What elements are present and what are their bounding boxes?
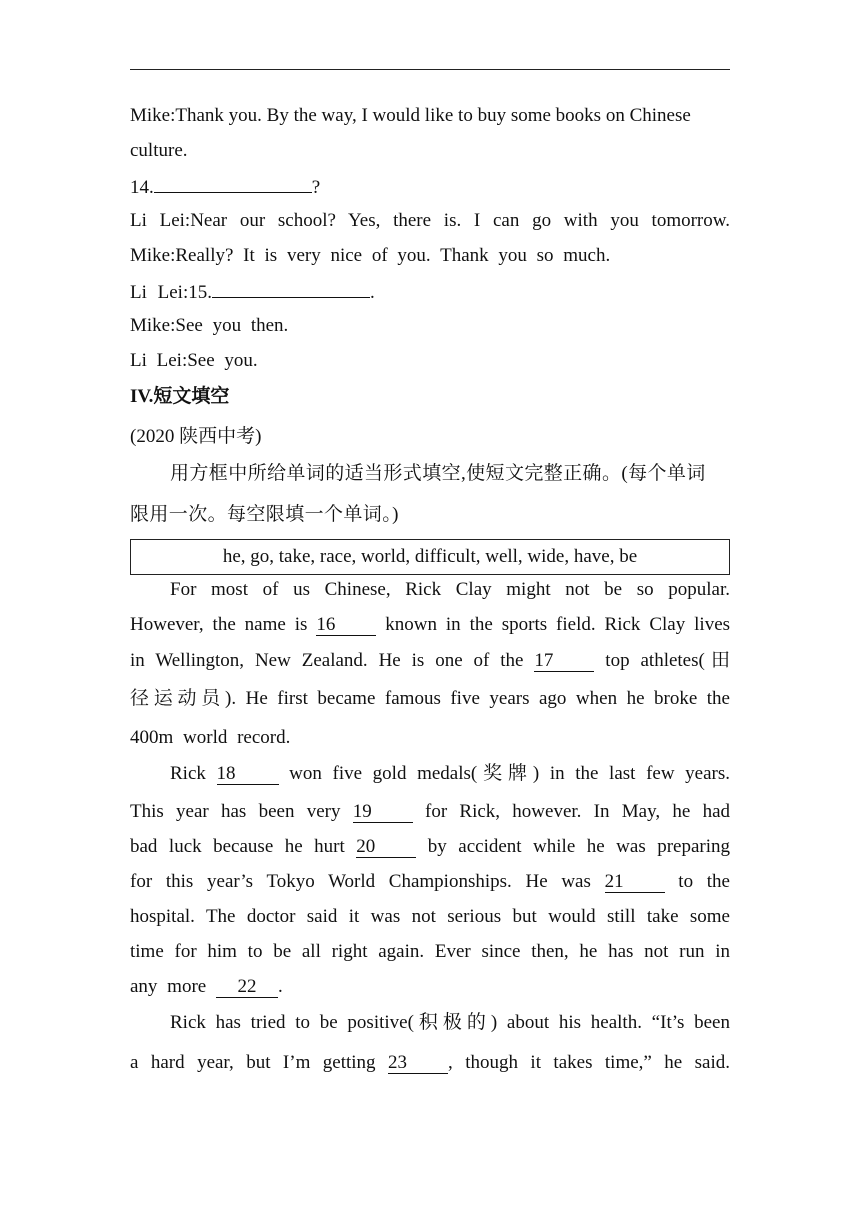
passage-line [130,975,730,999]
passage-line [130,940,730,964]
dialogue-line-lilei-1 [130,209,730,233]
passage-text: , though it takes time,” he said. [448,1052,731,1073]
passage-text: for this year’s Tokyo World Championships. He was [130,871,591,892]
instruction-text: 限用一次。每空限填一个单词。) [130,504,399,525]
answer-blank-22[interactable]: 22 [216,977,278,998]
passage-text: Rick has tried to be positive(积极的) about his health. “It’s been [170,1012,730,1033]
passage-line [130,578,730,602]
passage-text: hospital. The doctor said it was not serious but would still take some [130,906,730,927]
section-title: IV.短文填空 [130,386,230,407]
answer-blank-19[interactable]: 19 [353,802,413,823]
answer-blank-14[interactable] [154,174,312,193]
word-box [130,539,730,575]
passage-line [130,649,730,673]
answer-blank-20[interactable]: 20 [356,837,416,858]
dialogue-line-lilei-2 [130,349,730,373]
passage-text: However, the name is [130,614,308,635]
instruction-line-2 [130,503,730,527]
question-15 [130,279,730,305]
passage-text: For most of us Chinese, Rick Clay might not be so popular. [170,579,730,600]
passage-line [130,1051,730,1075]
dialogue-text: Li Lei:Near our school? Yes, there is. I can go with you tomorrow. [130,210,730,231]
dialogue-line-mike-3 [130,314,730,338]
dialogue-text: Li Lei:See you. [130,350,258,371]
dialogue-text: Mike:See you then. [130,315,289,336]
passage-text: This year has been very [130,801,341,822]
question-number: Li Lei:15. [130,282,212,303]
answer-blank-21[interactable]: 21 [605,872,665,893]
passage-line [130,905,730,929]
passage-text: . [277,976,283,997]
passage-text: by accident while he was preparing [427,836,731,857]
passage-line [130,870,730,894]
passage-line [130,800,730,824]
answer-blank-15[interactable] [212,279,370,298]
answer-blank-23[interactable]: 23 [388,1053,448,1074]
word-box-text: he, go, take, race, world, difficult, well, wide, have, be [222,546,638,567]
passage-text: to the [678,871,730,892]
dialogue-line-mike-2 [130,244,730,268]
passage-text: in Wellington, New Zealand. He is one of the [130,650,524,671]
question-14 [130,174,730,200]
dialogue-line-mike-1 [130,104,730,128]
passage-line [130,1011,730,1035]
question-punct: . [369,282,375,303]
passage-text: bad luck because he hurt [130,836,345,857]
passage-text: a hard year, but I’m getting [130,1052,376,1073]
answer-blank-16[interactable]: 16 [316,615,376,636]
dialogue-text: Mike:Thank you. By the way, I would like to buy some books on Chinese [130,105,691,126]
question-number: 14. [130,177,154,198]
dialogue-text: Mike:Really? It is very nice of you. Thank you so much. [130,245,611,266]
question-punct: ? [311,177,321,198]
passage-text: for Rick, however. In May, he had [425,801,730,822]
passage-text: time for him to be all right again. Ever since then, he has not run in [130,941,730,962]
passage-line [130,613,730,637]
section-heading [130,385,730,409]
section-source [130,425,730,449]
dialogue-line-mike-1-cont [130,139,730,163]
answer-blank-17[interactable]: 17 [534,651,594,672]
passage-line [130,835,730,859]
passage-text: 400m world record. [130,727,291,748]
passage-text: any more [130,976,207,997]
passage-text: known in the sports field. Rick Clay lives [385,614,731,635]
passage-text: Rick [170,763,206,784]
passage-line [130,687,730,711]
dialogue-text: culture. [130,140,188,161]
passage-text: won five gold medals(奖牌) in the last few years. [289,763,731,784]
answer-blank-18[interactable]: 18 [217,764,279,785]
instruction-line-1 [130,462,730,486]
passage-line [130,762,730,786]
passage-line [130,726,730,750]
passage-text: 径运动员). He first became famous five years ago when he broke the [130,688,730,709]
header-rule [130,69,730,70]
instruction-text: 用方框中所给单词的适当形式填空,使短文完整正确。(每个单词 [170,463,706,484]
source-text: (2020 陕西中考) [130,426,262,447]
passage-text: top athletes(田 [605,650,730,671]
